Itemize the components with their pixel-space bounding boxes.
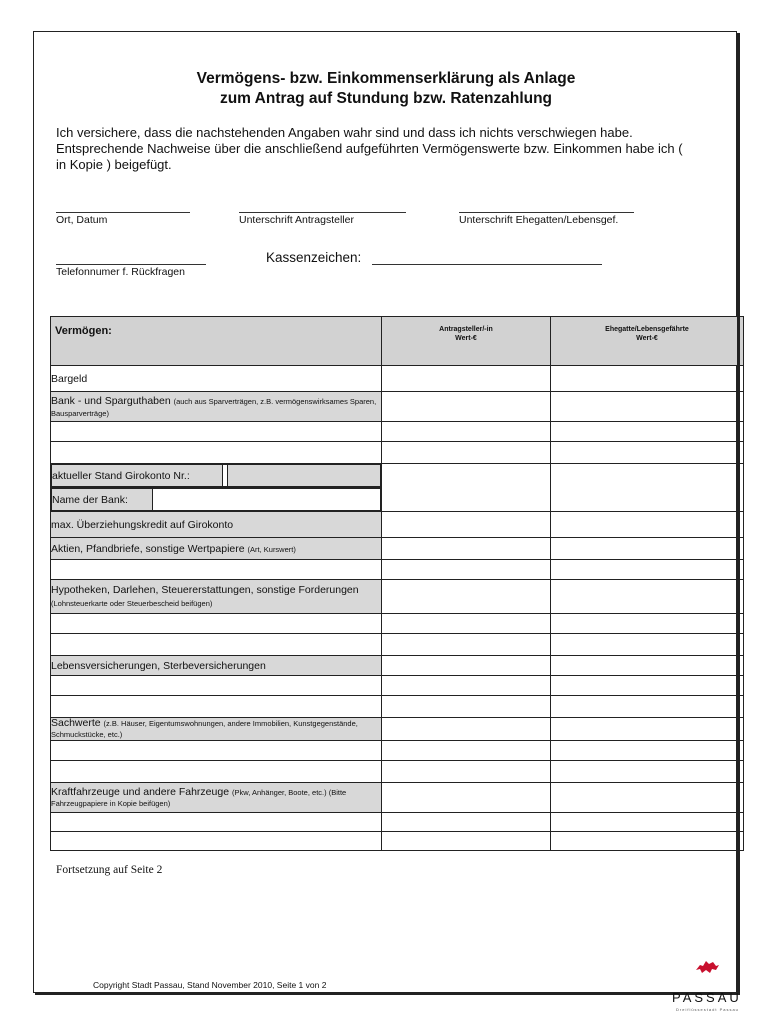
table-header-row bbox=[51, 317, 744, 366]
girokonto-stand-label: aktueller Stand Girokonto Nr.: bbox=[52, 465, 223, 487]
form-title-line2: zum Antrag auf Stundung bzw. Ratenzahlung bbox=[219, 90, 553, 107]
passau-logo-tagline: Dreiflüssestadt Passau bbox=[676, 1007, 739, 1012]
girokonto-antragsteller-cell[interactable] bbox=[382, 464, 551, 512]
value-cell[interactable] bbox=[382, 614, 551, 634]
value-cell[interactable] bbox=[382, 832, 551, 851]
value-cell[interactable] bbox=[551, 761, 744, 783]
empty-label-cell[interactable] bbox=[51, 634, 382, 656]
antragsteller-signature-line[interactable] bbox=[239, 212, 406, 213]
empty-label-cell[interactable] bbox=[51, 813, 382, 832]
passau-logo-text: PASSAU bbox=[672, 990, 742, 1005]
empty-label-cell[interactable] bbox=[51, 442, 382, 464]
bank-small-text: (auch aus Sparverträgen, z.B. vermögenswirksames Sparen, Bausparverträge) bbox=[51, 396, 377, 418]
hypotheken-ehegatte-cell[interactable] bbox=[551, 580, 744, 614]
antragsteller-signature-label: Unterschrift Antragsteller bbox=[239, 214, 354, 226]
kfz-main-text: Kraftfahrzeuge und andere Fahrzeuge bbox=[51, 785, 232, 798]
kfz-ehegatte-cell[interactable] bbox=[551, 783, 744, 813]
hypotheken-small-text: (Lohnsteuerkarte oder Steuerbescheid beifügen) bbox=[51, 598, 213, 608]
table-row bbox=[51, 718, 744, 741]
value-cell[interactable] bbox=[551, 560, 744, 580]
table-row bbox=[51, 634, 744, 656]
telefon-label: Telefonnumer f. Rückfragen bbox=[56, 266, 185, 278]
empty-label-cell[interactable] bbox=[51, 696, 382, 718]
aktien-small-text: (Art, Kurswert) bbox=[247, 544, 296, 554]
bargeld-label: Bargeld bbox=[51, 366, 382, 392]
value-cell[interactable] bbox=[551, 696, 744, 718]
bank-antragsteller-cell[interactable] bbox=[382, 392, 551, 422]
bargeld-antragsteller-cell[interactable] bbox=[382, 366, 551, 392]
value-cell[interactable] bbox=[382, 813, 551, 832]
aktien-main-text: Aktien, Pfandbriefe, sonstige Wertpapiere bbox=[51, 542, 248, 555]
table-row bbox=[51, 464, 744, 488]
sachwerte-main-text: Sachwerte bbox=[51, 717, 104, 729]
table-row bbox=[51, 656, 744, 676]
girokonto-nr-field[interactable] bbox=[228, 465, 381, 487]
table-row bbox=[51, 512, 744, 538]
antragsteller-header-line1: Antragsteller/-in bbox=[439, 326, 493, 333]
table-row bbox=[51, 580, 744, 614]
aktien-ehegatte-cell[interactable] bbox=[551, 538, 744, 560]
ehegatte-header-line2: Wert-€ bbox=[636, 335, 658, 342]
value-cell[interactable] bbox=[382, 696, 551, 718]
hypotheken-main-text: Hypotheken, Darlehen, Steuererstattungen, sonstige Forderungen bbox=[51, 583, 359, 596]
leben-antragsteller-cell[interactable] bbox=[382, 656, 551, 676]
value-cell[interactable] bbox=[382, 676, 551, 696]
kassenzeichen-label: Kassenzeichen: bbox=[266, 250, 362, 265]
value-cell[interactable] bbox=[382, 634, 551, 656]
fortsetzung-note: Fortsetzung auf Seite 2 bbox=[56, 864, 163, 876]
telefon-line[interactable] bbox=[56, 264, 206, 265]
bank-name-field[interactable] bbox=[153, 489, 381, 511]
value-cell[interactable] bbox=[382, 741, 551, 761]
passau-wolf-logo-icon bbox=[694, 958, 720, 976]
kassenzeichen-input-line[interactable] bbox=[372, 264, 602, 265]
ueberziehung-ehegatte-cell[interactable] bbox=[551, 512, 744, 538]
lebensversicherungen-label: Lebensversicherungen, Sterbeversicherungen bbox=[51, 656, 382, 676]
table-row bbox=[51, 442, 744, 464]
table-row bbox=[51, 392, 744, 422]
leben-ehegatte-cell[interactable] bbox=[551, 656, 744, 676]
value-cell[interactable] bbox=[551, 813, 744, 832]
table-row bbox=[51, 538, 744, 560]
sachwerte-ehegatte-cell[interactable] bbox=[551, 718, 744, 741]
empty-label-cell[interactable] bbox=[51, 422, 382, 442]
kfz-small-text: (Pkw, Anhänger, Boote, etc.) (Bitte Fahrzeugpapiere in Kopie beifügen) bbox=[51, 787, 347, 808]
table-row bbox=[51, 614, 744, 634]
declaration-text: Ich versichere, dass die nachstehenden Angaben wahr sind und dass ich nichts verschwiegen habe. Entsprechende Nachweise über die anschließend aufgeführten Vermögenswerte bzw. Einkommen habe ich ( in Kopie ) beigefügt. bbox=[56, 125, 683, 172]
ort-datum-line[interactable] bbox=[56, 212, 190, 213]
table-row bbox=[51, 741, 744, 761]
sachwerte-antragsteller-cell[interactable] bbox=[382, 718, 551, 741]
vermoegen-header: Vermögen: bbox=[51, 317, 382, 366]
bank-ehegatte-cell[interactable] bbox=[551, 392, 744, 422]
empty-label-cell[interactable] bbox=[51, 761, 382, 783]
value-cell[interactable] bbox=[551, 422, 744, 442]
bank-name-subtable bbox=[51, 488, 381, 511]
empty-label-cell[interactable] bbox=[51, 741, 382, 761]
bank-sparguthaben-label bbox=[51, 392, 382, 422]
antragsteller-header-line2: Wert-€ bbox=[455, 335, 477, 342]
value-cell[interactable] bbox=[551, 614, 744, 634]
value-cell[interactable] bbox=[551, 832, 744, 851]
value-cell[interactable] bbox=[382, 442, 551, 464]
ehegatte-header-line1: Ehegatte/Lebensgefährte bbox=[605, 326, 689, 333]
girokonto-subtable bbox=[51, 464, 381, 487]
bank-name-cell bbox=[51, 488, 382, 512]
empty-label-cell[interactable] bbox=[51, 832, 382, 851]
bank-main-text: Bank - und Sparguthaben bbox=[51, 394, 174, 407]
empty-label-cell[interactable] bbox=[51, 676, 382, 696]
page-shadow-right bbox=[737, 33, 740, 995]
value-cell[interactable] bbox=[551, 741, 744, 761]
value-cell[interactable] bbox=[382, 761, 551, 783]
hypotheken-antragsteller-cell[interactable] bbox=[382, 580, 551, 614]
table-row bbox=[51, 783, 744, 813]
ueberziehungskredit-label: max. Überziehungskredit auf Girokonto bbox=[51, 512, 382, 538]
table-row bbox=[51, 676, 744, 696]
value-cell[interactable] bbox=[382, 560, 551, 580]
ehegatte-wert-header bbox=[551, 317, 744, 366]
hypotheken-label bbox=[51, 580, 382, 614]
empty-label-cell[interactable] bbox=[51, 560, 382, 580]
kfz-antragsteller-cell[interactable] bbox=[382, 783, 551, 813]
value-cell[interactable] bbox=[551, 634, 744, 656]
table-row bbox=[51, 832, 744, 851]
bargeld-ehegatte-cell[interactable] bbox=[551, 366, 744, 392]
value-cell[interactable] bbox=[551, 676, 744, 696]
table-row bbox=[51, 560, 744, 580]
girokonto-ehegatte-cell[interactable] bbox=[551, 464, 744, 512]
table-row bbox=[51, 366, 744, 392]
kraftfahrzeuge-label bbox=[51, 783, 382, 813]
sachwerte-small-text: (z.B. Häuser, Eigentumswohnungen, andere Immobilien, Kunstgegenstände, Schmuckstücke, etc.) bbox=[51, 719, 358, 739]
ehegatten-signature-label: Unterschrift Ehegatten/Lebensgef. bbox=[459, 214, 619, 226]
value-cell[interactable] bbox=[382, 422, 551, 442]
aktien-antragsteller-cell[interactable] bbox=[382, 538, 551, 560]
bank-name-label: Name der Bank: bbox=[52, 489, 153, 511]
aktien-label bbox=[51, 538, 382, 560]
copyright-footer: Copyright Stadt Passau, Stand November 2010, Seite 1 von 2 bbox=[93, 980, 327, 990]
table-row bbox=[51, 813, 744, 832]
empty-label-cell[interactable] bbox=[51, 614, 382, 634]
ueberziehung-antragsteller-cell[interactable] bbox=[382, 512, 551, 538]
table-row bbox=[51, 696, 744, 718]
ehegatten-signature-line[interactable] bbox=[459, 212, 634, 213]
page-shadow-bottom bbox=[35, 992, 740, 995]
table-row bbox=[51, 422, 744, 442]
table-row bbox=[51, 761, 744, 783]
form-page bbox=[33, 31, 737, 993]
girokonto-cell bbox=[51, 464, 382, 488]
vermoegen-table bbox=[50, 316, 744, 851]
sachwerte-label bbox=[51, 718, 382, 741]
value-cell[interactable] bbox=[551, 442, 744, 464]
antragsteller-wert-header bbox=[382, 317, 551, 366]
ort-datum-label: Ort, Datum bbox=[56, 214, 108, 226]
form-title-line1: Vermögens- bzw. Einkommenserklärung als Anlage bbox=[196, 70, 576, 87]
